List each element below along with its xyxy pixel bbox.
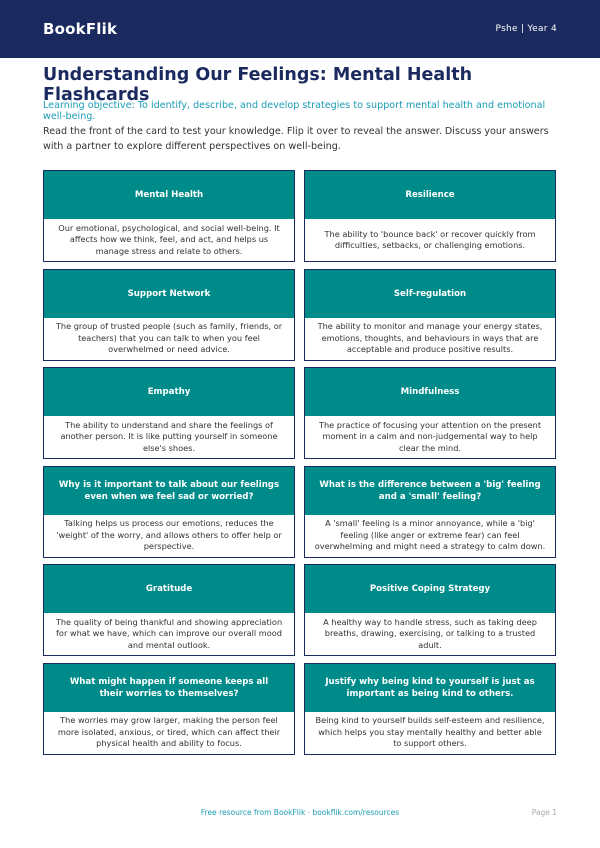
flashcard[interactable] (304, 170, 556, 262)
flashcard-back: The practice of focusing your attention on the present moment in a calm and non-judgemental way to help clear the mind. (318, 419, 542, 453)
flashcard-back: A healthy way to handle stress, such as taking deep breaths, drawing, exercising, or talking to a trusted adult. (323, 616, 537, 650)
flashcard-back: A 'small' feeling is a minor annoyance, while a 'big' feeling (like anger or extreme fear) can feel overwhelming and might need a strategy to calm down. (314, 518, 546, 552)
flashcard[interactable] (304, 564, 556, 656)
instructions-text: Read the front of the card to test your knowledge. Flip it over to reveal the answer. Discuss your answers with a partner to explore different perspectives on well-being. (43, 126, 549, 152)
flashcard-front: Mindfulness (305, 368, 555, 416)
flashcard[interactable] (43, 170, 295, 262)
flashcard[interactable] (304, 663, 556, 755)
flashcard[interactable] (304, 466, 556, 558)
flashcard-back: The ability to monitor and manage your energy states, emotions, thoughts, and behaviours in ways that are acceptable and produce positive results. (317, 321, 543, 355)
flashcard-back: The ability to 'bounce back' or recover quickly from difficulties, setbacks, or challenging emotions. (324, 228, 536, 250)
flashcard-back: Talking helps us process our emotions, reduces the 'weight' of the worry, and allows others to offer help or perspective. (56, 518, 282, 552)
flashcard-back: The quality of being thankful and showing appreciation for what we have, which can improve our overall mood and mental outlook. (55, 616, 283, 650)
flashcard-front: Gratitude (44, 565, 294, 613)
flashcard-front: Why is it important to talk about our feelings even when we feel sad or worried? (44, 467, 294, 515)
flashcard-back: Our emotional, psychological, and social well-being. It affects how we think, feel, and act, and helps us manage stress and relate to others. (58, 222, 280, 256)
page-number: Page 1 (531, 808, 557, 817)
footer-link[interactable]: Free resource from BookFlik · bookflik.com/resources (200, 808, 400, 817)
flashcard[interactable] (304, 269, 556, 361)
flashcard-grid (43, 170, 556, 755)
flashcard-front: Self-regulation (305, 270, 555, 318)
flashcard[interactable] (304, 367, 556, 459)
flashcard[interactable] (43, 367, 295, 459)
flashcard-back: The worries may grow larger, making the person feel more isolated, anxious, or tired, which can affect their physical health and ability to focus. (57, 715, 281, 749)
page-title: Understanding Our Feelings: Mental Health Flashcards (43, 65, 473, 105)
subject-year-label: Pshe | Year 4 (495, 24, 557, 34)
flashcard[interactable] (43, 663, 295, 755)
flashcard-front: Positive Coping Strategy (305, 565, 555, 613)
flashcard-back: The group of trusted people (such as family, friends, or teachers) that you can talk to when you feel overwhelmed or need advice. (55, 321, 283, 355)
flashcard-front: Mental Health (44, 171, 294, 219)
flashcard[interactable] (43, 564, 295, 656)
flashcard-front: Support Network (44, 270, 294, 318)
flashcard-front: Justify why being kind to yourself is just as important as being kind to others. (305, 664, 555, 712)
flashcard-front: What might happen if someone keeps all their worries to themselves? (44, 664, 294, 712)
flashcard-back: Being kind to yourself builds self-esteem and resilience, which helps you stay mentally healthy and better able to support others. (315, 715, 545, 749)
flashcard-front: What is the difference between a 'big' feeling and a 'small' feeling? (305, 467, 555, 515)
page-header (0, 0, 600, 58)
flashcard-front: Resilience (305, 171, 555, 219)
flashcard[interactable] (43, 269, 295, 361)
flashcard-back: The ability to understand and share the feelings of another person. It is like putting yourself in someone else's shoes. (60, 419, 278, 453)
flashcard-front: Empathy (44, 368, 294, 416)
flashcard[interactable] (43, 466, 295, 558)
learning-objective: Learning objective: To identify, describe, and develop strategies to support mental health and emotional well-being. (43, 100, 546, 122)
brand-logo-text[interactable]: BookFlik (43, 20, 118, 38)
